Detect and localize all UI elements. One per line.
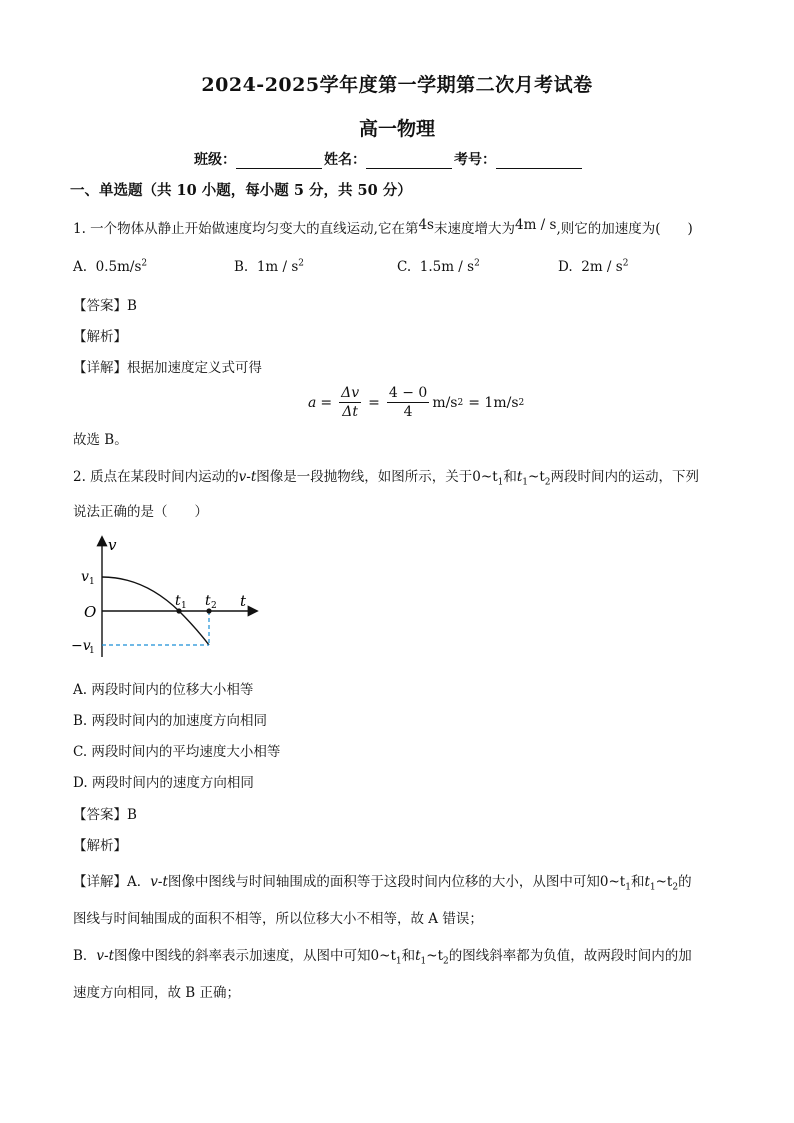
t1-label: t bbox=[175, 593, 181, 609]
detail-b-prefix: B． bbox=[73, 948, 97, 964]
q1-stem-text-b: 末速度增大为 bbox=[434, 221, 515, 237]
q2-option-c: C. 两段时间内的平均速度大小相等 bbox=[73, 744, 281, 760]
option-exponent: 2 bbox=[141, 258, 148, 269]
q2-range2b-sub: 2 bbox=[544, 477, 551, 488]
id-blank[interactable] bbox=[496, 152, 582, 169]
neg-v1-sub: 1 bbox=[89, 646, 95, 656]
id-label: 考号： bbox=[454, 152, 496, 168]
detail-a-text: 图像中图线与时间轴围成的面积等于这段时间内位移的大小，从图中可知 bbox=[167, 874, 600, 890]
q1-detail: 【详解】根据加速度定义式可得 bbox=[73, 360, 262, 376]
name-label: 姓名： bbox=[324, 152, 366, 168]
q1-analysis-label: 【解析】 bbox=[73, 329, 127, 345]
q2-stem-line1 bbox=[73, 467, 699, 487]
q2-option-a: A. 两段时间内的位移大小相等 bbox=[73, 682, 254, 698]
exam-title: 2024-2025学年度第一学期第二次月考试卷 bbox=[201, 74, 593, 96]
q2-range2b: ~t bbox=[528, 469, 545, 485]
detail-a-and: 和 bbox=[630, 874, 645, 890]
detail-b-range2a: t bbox=[415, 948, 421, 964]
q1-option-d bbox=[558, 259, 628, 275]
t-axis-label: t bbox=[240, 592, 247, 610]
q2-option-b: B. 两段时间内的加速度方向相同 bbox=[73, 713, 268, 729]
detail-b-range1: 0~t bbox=[370, 948, 396, 964]
v-axis-label: v bbox=[108, 536, 117, 554]
q2-detail-b-line2: 速度方向相同，故 B 正确； bbox=[73, 985, 241, 1001]
option-value: 1.5m / s bbox=[419, 259, 475, 275]
t2-label: t bbox=[205, 593, 211, 609]
q2-analysis-label: 【解析】 bbox=[73, 838, 127, 854]
q1-option-a bbox=[73, 259, 147, 275]
detail-a-range2b: ~t bbox=[655, 874, 673, 890]
detail-a-range2b-sub: 2 bbox=[672, 882, 679, 893]
detail-a-range2a-sub: 1 bbox=[649, 882, 656, 893]
q2-vt: v-t bbox=[238, 469, 257, 485]
detail-a-range1: 0~t bbox=[599, 874, 626, 890]
name-blank[interactable] bbox=[366, 152, 452, 169]
q1-speed: 4m / s bbox=[515, 217, 557, 233]
q2-range1-sub: 1 bbox=[497, 477, 504, 488]
q2-stem-text-b: 图像是一段抛物线，如图所示，关于 bbox=[256, 469, 473, 485]
option-exponent: 2 bbox=[474, 258, 480, 269]
q2-range1: 0~t bbox=[472, 469, 498, 485]
option-letter: B. bbox=[234, 259, 249, 275]
detail-a-suffix: 的 bbox=[678, 874, 692, 890]
v1-label: v bbox=[81, 569, 89, 585]
fraction-numerator: 4 − 0 bbox=[388, 385, 428, 401]
q2-detail-a-line1 bbox=[73, 872, 692, 892]
q2-stem-text-c: 两段时间内的运动，下列 bbox=[550, 469, 700, 485]
q2-stem-text-a: 2. 质点在某段时间内运动的 bbox=[73, 469, 239, 485]
q1-stem-text-c: ,则它的加速度为( ) bbox=[556, 221, 693, 237]
q2-option-d: D. 两段时间内的速度方向相同 bbox=[73, 775, 254, 791]
class-label: 班级： bbox=[194, 152, 236, 168]
detail-b-range2b: ~t bbox=[426, 948, 444, 964]
q2-vt-graph bbox=[68, 532, 268, 662]
fraction-numerator: Δv bbox=[341, 385, 360, 401]
detail-b-range2a-sub: 1 bbox=[420, 956, 427, 967]
q2-stem-line2: 说法正确的是（ ） bbox=[73, 504, 208, 520]
option-value: 1m / s bbox=[256, 259, 299, 275]
detail-b-range1-sub: 1 bbox=[395, 956, 402, 967]
fraction-denominator: 4 bbox=[403, 404, 413, 420]
student-info-row bbox=[194, 149, 584, 169]
neg-v1-label: −v bbox=[71, 638, 91, 654]
q1-option-c bbox=[397, 259, 480, 275]
detail-b-range2b-sub: 2 bbox=[443, 956, 449, 967]
exam-subtitle: 高一物理 bbox=[358, 118, 435, 140]
q2-detail-b-line1 bbox=[73, 946, 692, 966]
detail-a-prefix: 【详解】A． bbox=[73, 874, 151, 890]
q1-option-b bbox=[234, 259, 304, 275]
q2-range2a-sub: 1 bbox=[522, 477, 529, 488]
formula-result: = 1m/s bbox=[468, 394, 519, 411]
q2-detail-a-line2: 图线与时间轴围成的面积不相等，所以位移大小不相等，故 A 错误； bbox=[73, 911, 483, 927]
option-value: 2m / s bbox=[581, 259, 623, 275]
fraction-values bbox=[387, 385, 429, 420]
t1-sub: 1 bbox=[181, 601, 187, 611]
q1-answer: 【答案】B bbox=[73, 298, 137, 314]
option-exponent: 2 bbox=[298, 258, 304, 269]
q1-stem-text-a: 1. 一个物体从静止开始做速度均匀变大的直线运动,它在第 bbox=[73, 221, 419, 237]
detail-a-range1-sub: 1 bbox=[625, 882, 631, 893]
detail-a-vt: v-t bbox=[150, 874, 168, 890]
option-letter: A. bbox=[73, 259, 88, 275]
option-letter: D. bbox=[558, 259, 573, 275]
fraction-denominator: Δt bbox=[342, 404, 358, 420]
fraction-delta bbox=[339, 385, 361, 420]
q2-range2a: t bbox=[516, 469, 523, 485]
formula-unit: m/s bbox=[432, 394, 458, 411]
q1-conclusion: 故选 B。 bbox=[73, 432, 128, 448]
detail-b-text: 图像中图线的斜率表示加速度，从图中可知 bbox=[114, 948, 371, 964]
q2-and: 和 bbox=[503, 469, 517, 485]
option-value: 0.5m/s bbox=[95, 259, 142, 275]
q1-stem bbox=[73, 219, 693, 239]
section-heading: 一、单选题（共 10 小题，每小题 5 分，共 50 分） bbox=[70, 182, 412, 199]
detail-b-vt: v-t bbox=[96, 948, 115, 964]
formula-lhs: a bbox=[308, 394, 317, 411]
detail-a-range2a: t bbox=[644, 874, 650, 890]
v1-sub: 1 bbox=[89, 577, 95, 587]
detail-b-suffix: 的图线斜率都为负值，故两段时间内的加 bbox=[448, 948, 692, 964]
option-letter: C. bbox=[397, 259, 412, 275]
formula-equals: = bbox=[368, 394, 380, 411]
origin-label: O bbox=[84, 603, 97, 621]
q2-answer: 【答案】B bbox=[73, 807, 137, 823]
class-blank[interactable] bbox=[236, 152, 322, 169]
t2-sub: 2 bbox=[211, 601, 217, 611]
detail-b-and: 和 bbox=[401, 948, 416, 964]
q1-formula: a = $\frac{\Delta v}{\Delta t}$ = $\frac{4 - 0}{4}$ m/s 2 = 1m/s 2 bbox=[308, 385, 525, 420]
option-exponent: 2 bbox=[622, 258, 629, 269]
q1-time: 4s bbox=[418, 217, 434, 233]
formula-equals: = bbox=[320, 394, 333, 411]
